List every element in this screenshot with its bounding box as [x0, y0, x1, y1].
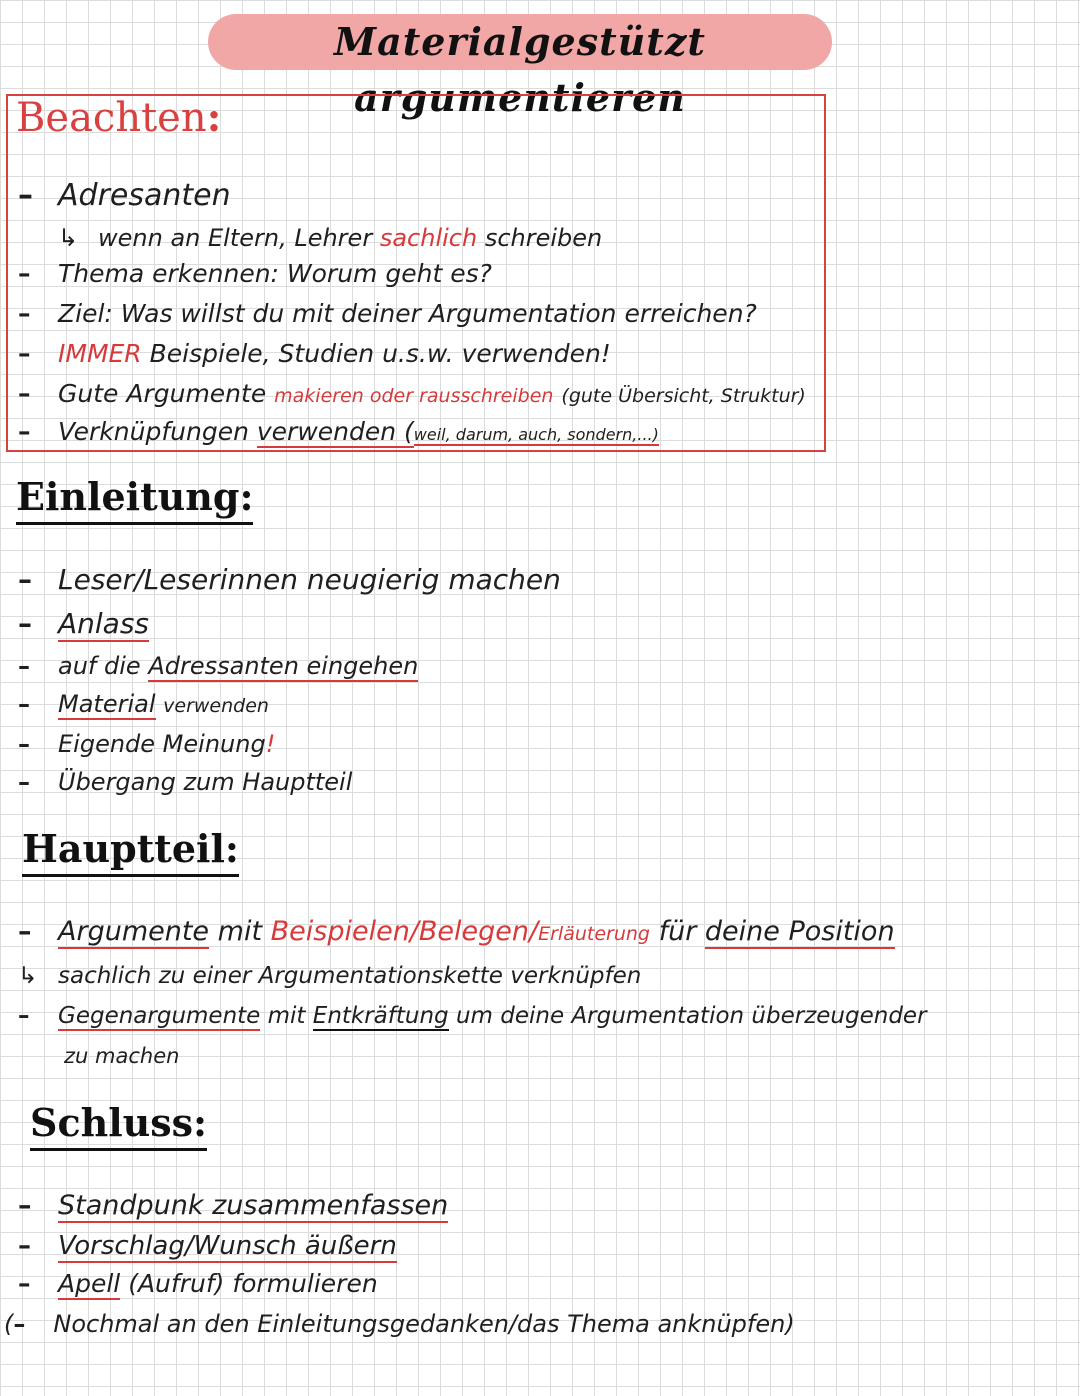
dash-icon: –: [18, 730, 30, 758]
item-text: ): [785, 1310, 795, 1338]
item-text: für: [658, 916, 697, 947]
beachten-heading-colon: :: [206, 94, 222, 141]
einleitung-item: [18, 764, 352, 800]
item-text: verwenden (: [256, 417, 414, 446]
item-text-red: Beispielen/Belegen/: [270, 916, 539, 947]
item-text: Standpunk zusammenfassen: [58, 1190, 449, 1221]
beachten-heading: [16, 94, 221, 141]
einleitung-heading: Einleitung:: [16, 474, 253, 525]
item-text: Leser/Leserinnen neugierig machen: [58, 563, 561, 596]
beachten-item-adresanten: [18, 178, 231, 214]
item-text: Adresanten: [58, 178, 231, 213]
dash-icon: –: [18, 299, 31, 328]
item-text: Adressanten eingehen: [148, 652, 419, 680]
item-text: auf die: [58, 652, 141, 680]
dash-icon: –: [18, 339, 31, 368]
dash-icon: –: [18, 379, 31, 408]
einleitung-item: [18, 562, 561, 598]
beachten-item-thema: [18, 256, 492, 292]
item-text: Argumente: [58, 916, 210, 947]
item-text: mit: [267, 1003, 306, 1029]
item-text: Vorschlag/Wunsch äußern: [58, 1231, 397, 1261]
item-text: (gute Übersicht, Struktur): [561, 385, 806, 407]
dash-icon: –: [18, 417, 31, 446]
beachten-item-adresanten-sub: [58, 220, 602, 256]
item-text: Übergang zum Hauptteil: [58, 768, 353, 796]
schluss-heading: Schluss:: [30, 1100, 207, 1151]
item-text: Eigende Meinung: [58, 730, 266, 758]
schluss-item: [18, 1266, 378, 1302]
dash-icon: –: [18, 1231, 31, 1261]
dash-icon: –: [18, 1190, 32, 1221]
dash-icon: –: [18, 1003, 30, 1029]
einleitung-item: [18, 726, 275, 762]
dash-icon: –: [18, 916, 32, 947]
hauptteil-item-cont: [64, 1038, 179, 1074]
beachten-item-verknuepfungen: [18, 414, 659, 453]
schluss-item: [18, 1188, 448, 1224]
item-text-red: sachlich: [379, 224, 478, 252]
item-text: Gute Argumente: [58, 379, 267, 408]
beachten-item-immer: [18, 336, 611, 372]
beachten-heading-label: Beachten: [16, 95, 207, 141]
item-text: um deine Argumentation überzeugender: [455, 1003, 927, 1029]
item-text-red: IMMER: [58, 339, 142, 368]
item-text: deine Position: [704, 916, 895, 947]
schluss-item: [18, 1228, 397, 1264]
einleitung-item: [18, 686, 269, 724]
dash-icon: –: [18, 259, 31, 288]
item-text: Gegenargumente: [58, 1003, 261, 1029]
item-text: Material: [58, 690, 156, 718]
item-text: Verknüpfungen: [58, 417, 249, 446]
item-text: wenn an Eltern, Lehrer: [98, 224, 373, 252]
dash-icon: –: [18, 652, 30, 680]
hauptteil-item-sub: [18, 958, 641, 994]
item-text: weil, darum, auch, sondern,...): [413, 425, 659, 444]
item-text-red: !: [265, 730, 276, 758]
dash-icon: –: [18, 690, 30, 718]
item-text-red: Erläuterung: [538, 923, 650, 945]
arrow-icon: ↳: [18, 963, 38, 989]
dash-icon: –: [18, 1269, 31, 1298]
arrow-icon: ↳: [58, 224, 79, 252]
einleitung-item: [18, 648, 418, 684]
item-text: Apell: [58, 1269, 121, 1298]
item-text: Nochmal an den Einleitungsgedanken/das Thema anknüpfen: [53, 1310, 786, 1338]
dash-icon: –: [18, 563, 32, 596]
item-text: mit: [217, 916, 263, 947]
item-text-red: makieren oder rausschreiben: [274, 385, 554, 407]
item-text: Anlass: [58, 607, 150, 640]
item-text: (Aufruf) formulieren: [128, 1269, 378, 1298]
hauptteil-item: [18, 998, 927, 1034]
item-text: schreiben: [484, 224, 603, 252]
beachten-item-gute: [18, 376, 806, 414]
item-text: sachlich zu einer Argumentationskette verknüpfen: [58, 963, 642, 989]
dash-icon: –: [18, 768, 30, 796]
dash-icon: –: [18, 607, 32, 640]
dash-icon: –: [13, 1310, 26, 1338]
beachten-item-ziel: [18, 296, 757, 332]
page-title: Materialgestützt argumentieren: [334, 19, 706, 120]
hauptteil-item: [18, 914, 895, 952]
item-text: (: [4, 1310, 14, 1338]
dash-icon: –: [18, 178, 33, 213]
item-text: Entkräftung: [312, 1003, 449, 1029]
item-text: Thema erkennen: Worum geht es?: [58, 259, 492, 288]
schluss-item-optional: [4, 1306, 795, 1342]
item-text: Ziel: Was willst du mit deiner Argumentation erreichen?: [58, 299, 757, 328]
item-text: verwenden: [163, 695, 269, 717]
hauptteil-heading: Hauptteil:: [22, 826, 239, 877]
einleitung-item: [18, 606, 149, 642]
item-text: zu machen: [64, 1044, 180, 1068]
item-text: Beispiele, Studien u.s.w. verwenden!: [149, 339, 611, 368]
